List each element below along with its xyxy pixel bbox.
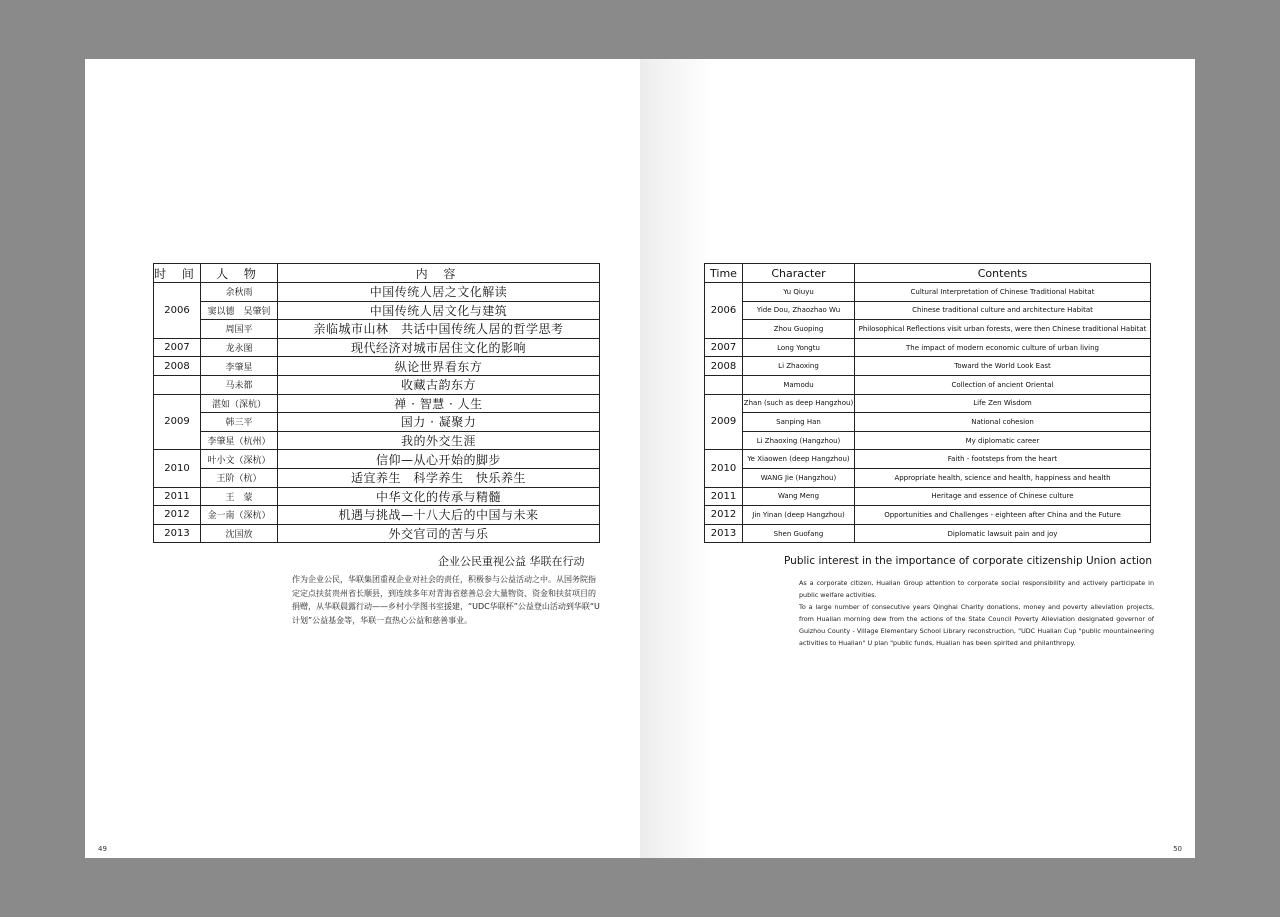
header-time: 时 间 <box>154 264 201 283</box>
table-row <box>705 320 1151 339</box>
section-paragraph: 作为企业公民，华联集团重视企业对社会的责任，积极参与公益活动之中。从国务院指定定点扶贫贵州省长顺县，到连续多年对青海省慈善总会大量物资、资金和扶贫项目的捐赠，从华联晨露行动——乡村小学图书室援建，“UDC华联杯”公益登山活动到华联“U计划”公益基金等，华联一直热心公益和慈善事业。 <box>292 575 600 625</box>
table-row <box>705 413 1151 432</box>
content-cell: 中华文化的传承与精髓 <box>278 487 600 506</box>
table-row <box>705 375 1151 394</box>
book-spread <box>85 59 1195 858</box>
content-cell: 机遇与挑战—十八大后的中国与未来 <box>278 506 600 525</box>
content-cell: 我的外交生涯 <box>278 431 600 450</box>
content-cell: My diplomatic career <box>855 431 1151 450</box>
person-cell: 马未都 <box>201 375 278 394</box>
section-paragraph: As a corporate citizen, Hualian Group attention to corporate social responsibility and actively participate in public welfare activities. <box>799 579 1154 599</box>
year-cell: 2011 <box>705 487 743 506</box>
left-page <box>85 59 640 858</box>
table-row <box>154 487 600 506</box>
person-cell: Wang Meng <box>743 487 855 506</box>
year-cell: 2011 <box>154 487 201 506</box>
person-cell: Shen Guofang <box>743 524 855 543</box>
section-body <box>799 577 1154 649</box>
year-cell: 2010 <box>154 450 201 487</box>
person-cell: 王 蒙 <box>201 487 278 506</box>
content-cell: Cultural Interpretation of Chinese Traditional Habitat <box>855 283 1151 302</box>
year-cell: 2012 <box>705 506 743 525</box>
header-content: 内 容 <box>278 264 600 283</box>
content-cell: The impact of modern economic culture of urban living <box>855 338 1151 357</box>
content-cell: Philosophical Reflections visit urban forests, were then Chinese traditional Habitat <box>855 320 1151 339</box>
year-cell: 2013 <box>154 524 201 543</box>
table-row <box>154 431 600 450</box>
year-cell: 2007 <box>154 338 201 357</box>
table-row <box>154 338 600 357</box>
section-paragraph: To a large number of consecutive years Qinghai Charity donations, money and poverty alleviation projects, from Hualian morning dew from the actions of the State Council Poverty Alleviation designated governor of Guizhou County - Village Elementary School Library reconstruction, "UDC Hualian Cup "public mountaineering activities to Hualian" U plan "public funds, Hualian has been spirited and philanthropy. <box>799 603 1154 647</box>
year-cell: 2007 <box>705 338 743 357</box>
content-cell: 纵论世界看东方 <box>278 357 600 376</box>
header-time: Time <box>705 264 743 283</box>
person-cell: 周国平 <box>201 320 278 339</box>
person-cell: Mamodu <box>743 375 855 394</box>
person-cell: 金一南（深杭） <box>201 506 278 525</box>
header-content: Contents <box>855 264 1151 283</box>
person-cell: Zhan (such as deep Hangzhou) <box>743 394 855 413</box>
person-cell: 龙永图 <box>201 338 278 357</box>
content-cell: 国力 · 凝聚力 <box>278 413 600 432</box>
content-cell: 中国传统人居之文化解读 <box>278 283 600 302</box>
content-cell: Opportunities and Challenges - eighteen after China and the Future <box>855 506 1151 525</box>
year-cell <box>705 375 743 394</box>
content-cell: Appropriate health, science and health, happiness and health <box>855 468 1151 487</box>
year-cell <box>154 375 201 394</box>
person-cell: 湛如（深杭） <box>201 394 278 413</box>
content-cell: 收藏古韵东方 <box>278 375 600 394</box>
person-cell: Yu Qiuyu <box>743 283 855 302</box>
person-cell: Sanping Han <box>743 413 855 432</box>
year-cell: 2006 <box>154 283 201 339</box>
lecture-table-chinese <box>153 263 600 543</box>
section-title: 企业公民重视公益 华联在行动 <box>438 555 585 568</box>
content-cell: National cohesion <box>855 413 1151 432</box>
person-cell: Zhou Guoping <box>743 320 855 339</box>
person-cell: 韩三平 <box>201 413 278 432</box>
person-cell: 王阶（杭） <box>201 468 278 487</box>
person-cell: 叶小文（深杭） <box>201 450 278 469</box>
year-cell: 2010 <box>705 450 743 487</box>
table-row <box>705 431 1151 450</box>
content-cell: 信仰—从心开始的脚步 <box>278 450 600 469</box>
content-cell: Toward the World Look East <box>855 357 1151 376</box>
table-row <box>154 357 600 376</box>
table-row <box>154 413 600 432</box>
content-cell: Chinese traditional culture and architecture Habitat <box>855 301 1151 320</box>
header-person: 人 物 <box>201 264 278 283</box>
content-cell: Life Zen Wisdom <box>855 394 1151 413</box>
year-cell: 2013 <box>705 524 743 543</box>
year-cell: 2006 <box>705 283 743 339</box>
table-row <box>705 450 1151 469</box>
table-row <box>154 450 600 469</box>
header-person: Character <box>743 264 855 283</box>
content-cell: Faith - footsteps from the heart <box>855 450 1151 469</box>
year-cell: 2008 <box>154 357 201 376</box>
table-row <box>705 283 1151 302</box>
person-cell: 窦以德 吴肇钊 <box>201 301 278 320</box>
year-cell: 2009 <box>705 394 743 450</box>
table-row <box>705 506 1151 525</box>
table-row <box>154 524 600 543</box>
table-row <box>705 394 1151 413</box>
lecture-table-english <box>704 263 1151 543</box>
person-cell: 余秋雨 <box>201 283 278 302</box>
right-page <box>640 59 1195 858</box>
year-cell: 2008 <box>705 357 743 376</box>
content-cell: 外交官司的苦与乐 <box>278 524 600 543</box>
page-number: 49 <box>98 845 107 853</box>
content-cell: Heritage and essence of Chinese culture <box>855 487 1151 506</box>
content-cell: 中国传统人居文化与建筑 <box>278 301 600 320</box>
content-cell: Collection of ancient Oriental <box>855 375 1151 394</box>
content-cell: Diplomatic lawsuit pain and joy <box>855 524 1151 543</box>
table-row <box>705 468 1151 487</box>
person-cell: Li Zhaoxing <box>743 357 855 376</box>
person-cell: Long Yongtu <box>743 338 855 357</box>
person-cell: WANG Jie (Hangzhou) <box>743 468 855 487</box>
table-row <box>154 468 600 487</box>
table-row <box>705 301 1151 320</box>
table-header-row <box>154 264 600 283</box>
section-body <box>292 573 602 627</box>
content-cell: 禅 · 智慧 · 人生 <box>278 394 600 413</box>
person-cell: Yide Dou, Zhaozhao Wu <box>743 301 855 320</box>
person-cell: 沈国放 <box>201 524 278 543</box>
person-cell: 李肇星（杭州） <box>201 431 278 450</box>
table-row <box>154 320 600 339</box>
person-cell: Jin Yinan (deep Hangzhou) <box>743 506 855 525</box>
table-row <box>154 283 600 302</box>
table-row <box>705 487 1151 506</box>
table-row <box>154 394 600 413</box>
table-row <box>154 375 600 394</box>
table-header-row <box>705 264 1151 283</box>
person-cell: 李肇星 <box>201 357 278 376</box>
section-title: Public interest in the importance of corporate citizenship Union action <box>784 555 1152 567</box>
page-number: 50 <box>1173 845 1182 853</box>
content-cell: 亲临城市山林 共话中国传统人居的哲学思考 <box>278 320 600 339</box>
year-cell: 2012 <box>154 506 201 525</box>
table-row <box>154 301 600 320</box>
table-row <box>705 338 1151 357</box>
content-cell: 现代经济对城市居住文化的影响 <box>278 338 600 357</box>
person-cell: Li Zhaoxing (Hangzhou) <box>743 431 855 450</box>
content-cell: 适宜养生 科学养生 快乐养生 <box>278 468 600 487</box>
table-row <box>705 524 1151 543</box>
year-cell: 2009 <box>154 394 201 450</box>
table-row <box>705 357 1151 376</box>
person-cell: Ye Xiaowen (deep Hangzhou) <box>743 450 855 469</box>
table-row <box>154 506 600 525</box>
